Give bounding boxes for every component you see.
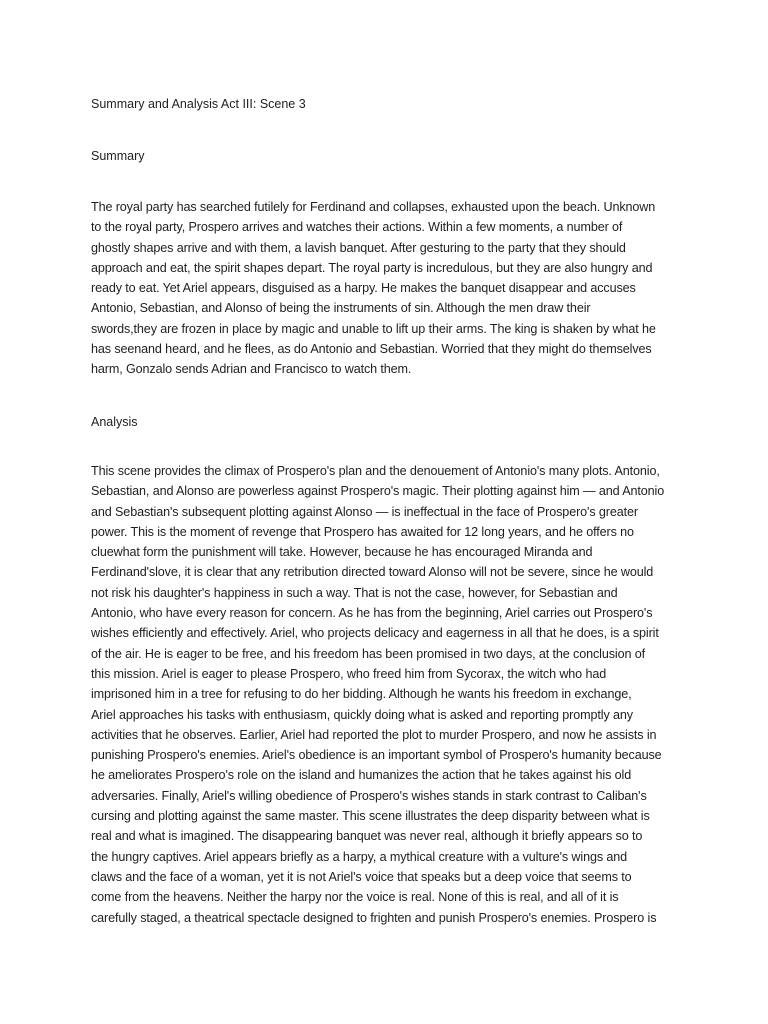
document-title: Summary and Analysis Act III: Scene 3 (91, 97, 306, 111)
analysis-line: this mission. Ariel is eager to please Prospero, who freed him from Sycorax, the witch who had (91, 666, 607, 681)
analysis-line: the hungry captives. Ariel appears briefly as a harpy, a mythical creature with a vulture's wings and (91, 849, 628, 864)
analysis-line: Ariel approaches his tasks with enthusiasm, quickly doing what is asked and reporting promptly any (91, 707, 633, 722)
summary-line: has seenand heard, and he flees, as do Antonio and Sebastian. Worried that they might do themselves (91, 342, 652, 357)
analysis-line: Sebastian, and Alonso are powerless against Prospero's magic. Their plotting against him — and Antonio (91, 484, 665, 499)
analysis-line: cluewhat form the punishment will take. However, because he has encouraged Miranda and (91, 545, 593, 560)
analysis-line: come from the heavens. Neither the harpy nor the voice is real. None of this is real, and all of it is (91, 890, 619, 905)
analysis-line: real and what is imagined. The disappearing banquet was never real, although it briefly appears so to (91, 829, 643, 844)
analysis-heading: Analysis (91, 415, 138, 429)
summary-line: to the royal party, Prospero arrives and watches their actions. Within a few moments, a number of (91, 220, 623, 235)
analysis-line: he ameliorates Prospero's role on the island and humanizes the action that he takes against his old (91, 768, 632, 783)
analysis-line: adversaries. Finally, Ariel's willing obedience of Prospero's wishes stands in stark contrast to Caliban's (91, 788, 647, 803)
analysis-line: claws and the face of a woman, yet it is not Ariel's voice that speaks but a deep voice that seems to (91, 869, 632, 884)
analysis-line: punishing Prospero's enemies. Ariel's obedience is an important symbol of Prospero's humanity because (91, 748, 662, 763)
analysis-line: wishes efficiently and effectively. Ariel, who projects delicacy and eagerness in all that he does, is a spirit (91, 626, 659, 641)
analysis-line: imprisoned him in a tree for refusing to do her bidding. Although he wants his freedom in exchange, (91, 687, 632, 702)
analysis-line: and Sebastian's subsequent plotting against Alonso — is ineffectual in the face of Prospero's greater (91, 504, 638, 519)
summary-line: The royal party has searched futilely for Ferdinand and collapses, exhausted upon the beach. Unknown (91, 200, 656, 214)
analysis-line: not risk his daughter's happiness in such a way. That is not the case, however, for Sebastian and (91, 585, 618, 600)
summary-line: harm, Gonzalo sends Adrian and Francisco to watch them. (91, 362, 412, 377)
summary-line: approach and eat, the spirit shapes depart. The royal party is incredulous, but they are also hungry and (91, 260, 653, 275)
summary-line: Antonio, Sebastian, and Alonso of being the instruments of sin. Although the men draw their (91, 301, 591, 316)
summary-line: ready to eat. Yet Ariel appears, disguised as a harpy. He makes the banquet disappear and accuses (91, 281, 636, 296)
analysis-line: Ferdinand'slove, it is clear that any retribution directed toward Alonso will not be severe, since he would (91, 565, 654, 580)
analysis-line: This scene provides the climax of Prospero's plan and the denouement of Antonio's many plots. Antonio, (91, 464, 660, 478)
analysis-line: Antonio, who have every reason for concern. As he has from the beginning, Ariel carries out Prospero's (91, 606, 653, 621)
summary-paragraph (91, 197, 691, 380)
analysis-line: of the air. He is eager to be free, and his freedom has been promised in two days, at the conclusion of (91, 646, 645, 661)
analysis-line: carefully staged, a theatrical spectacle designed to frighten and punish Prospero's enemies. Prospero is (91, 910, 657, 925)
analysis-paragraph (91, 461, 691, 928)
analysis-line: power. This is the moment of revenge that Prospero has awaited for 12 long years, and he offers no (91, 524, 634, 539)
summary-line: swords,they are frozen in place by magic and unable to lift up their arms. The king is shaken by what he (91, 321, 656, 336)
summary-heading: Summary (91, 149, 145, 163)
analysis-line: cursing and plotting against the same master. This scene illustrates the deep disparity between what is (91, 809, 650, 824)
summary-line: ghostly shapes arrive and with them, a lavish banquet. After gesturing to the party that they should (91, 240, 626, 255)
analysis-line: activities that he observes. Earlier, Ariel had reported the plot to murder Prospero, and now he assists in (91, 727, 657, 742)
